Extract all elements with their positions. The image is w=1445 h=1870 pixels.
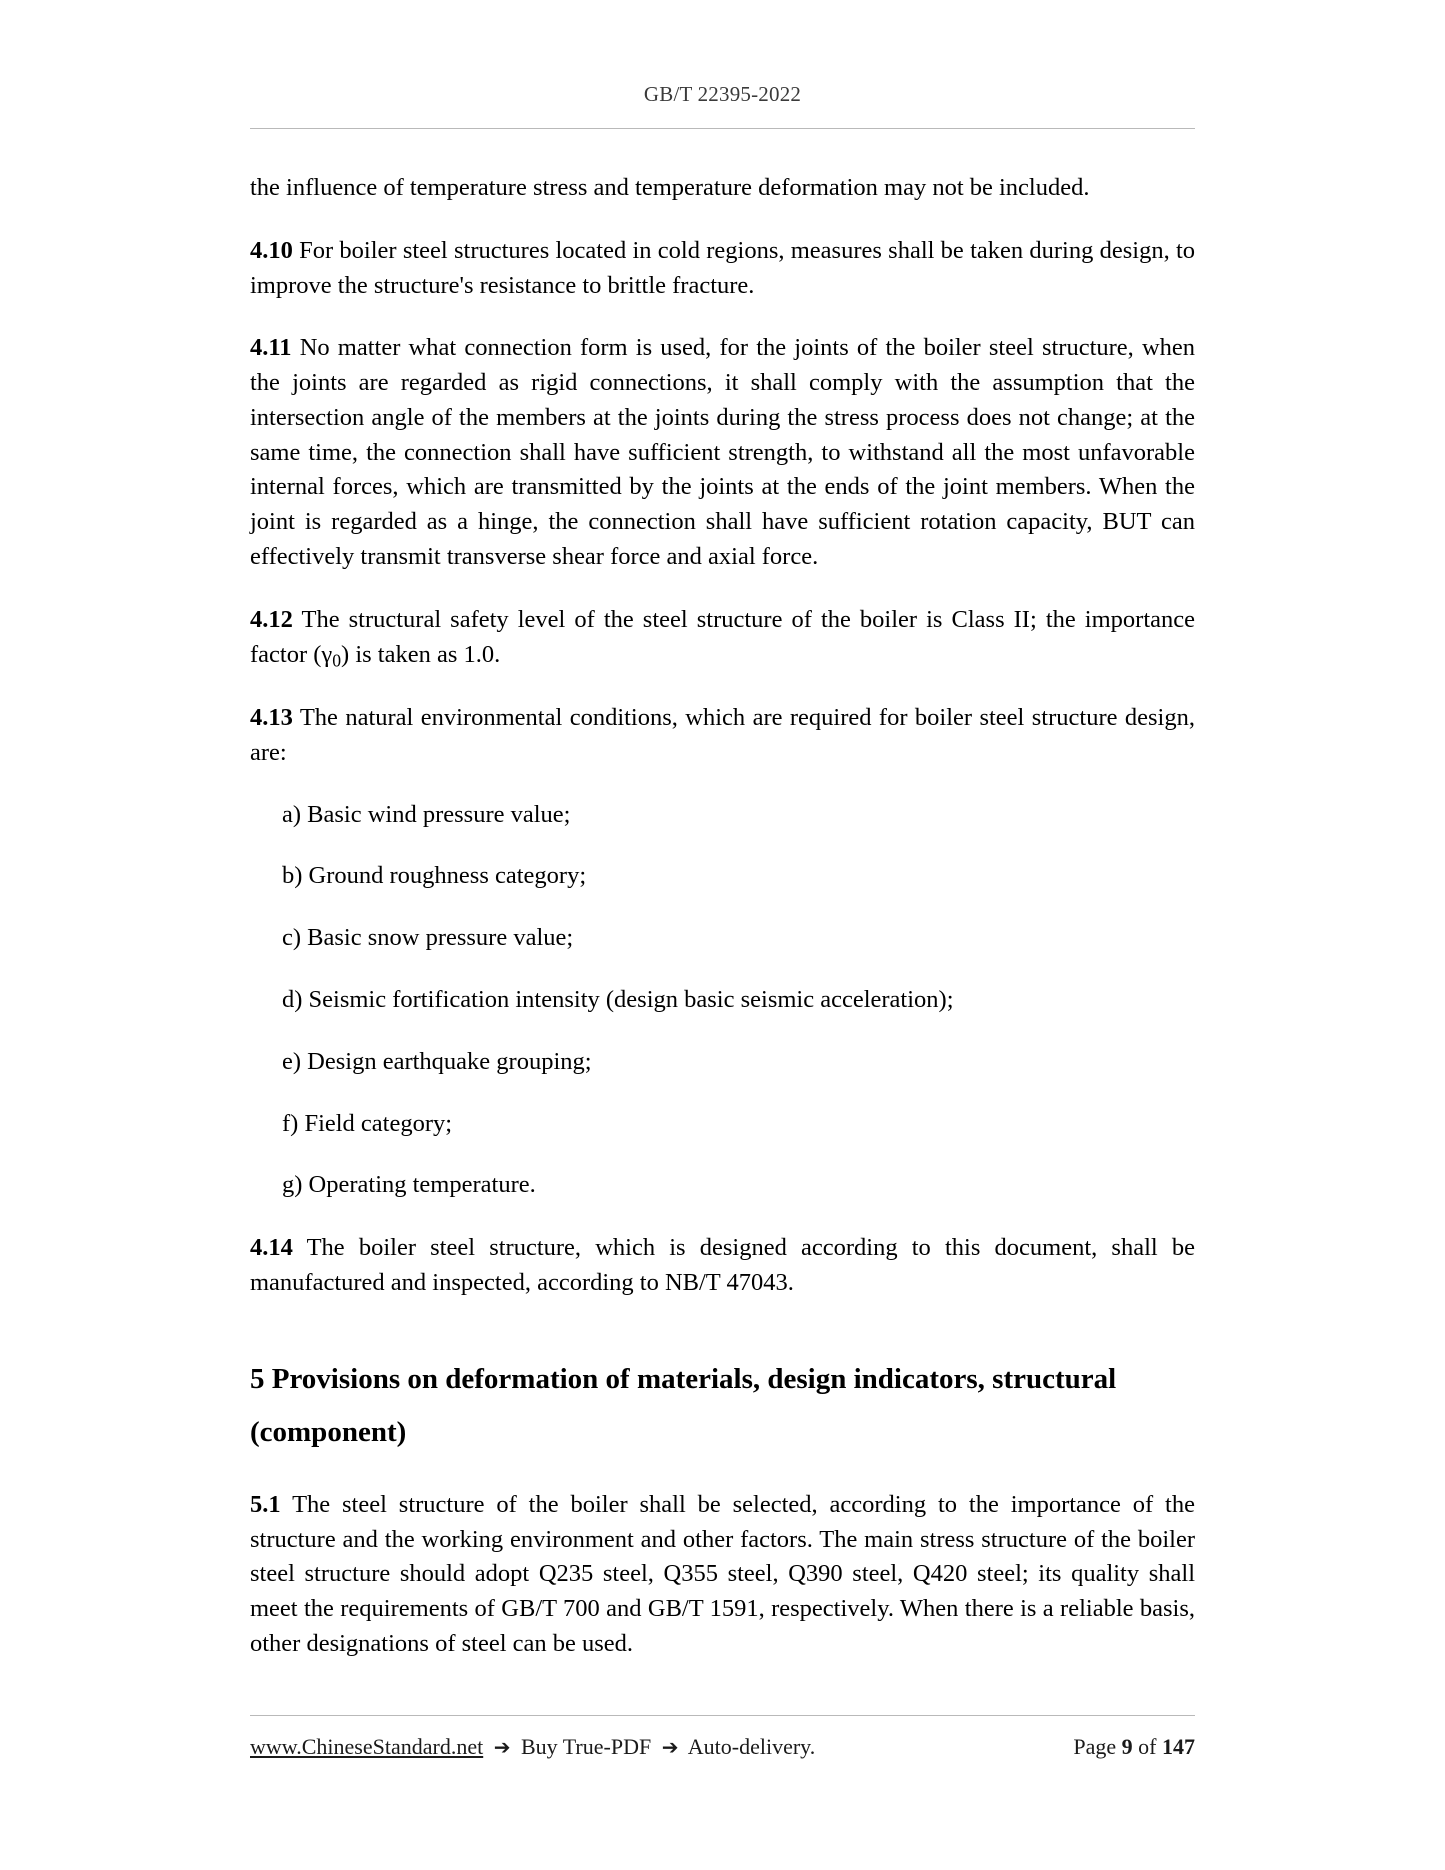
of-label: of xyxy=(1138,1734,1157,1759)
paragraph-4-11 xyxy=(250,331,1195,574)
buy-text: Buy True-PDF xyxy=(520,1734,652,1759)
clause-number: 5.1 xyxy=(250,1490,281,1518)
footer-left-group xyxy=(250,1734,815,1760)
standard-number: GB/T 22395-2022 xyxy=(643,82,802,106)
clause-number: 4.12 xyxy=(250,605,293,633)
clause-text-before: The structural safety level of the steel structure of the boiler is Class II; the importance factor (γ xyxy=(250,605,1195,668)
page-footer xyxy=(250,1715,1195,1760)
arrow-right-icon: ➔ xyxy=(661,1735,679,1759)
page-content xyxy=(250,0,1195,1662)
section-heading-5: 5 Provisions on deformation of materials, design indicators, structural (component) xyxy=(250,1362,1117,1449)
arrow-right-icon: ➔ xyxy=(493,1735,511,1759)
clause-text: No matter what connection form is used, for the joints of the boiler steel structure, when the joints are regarded as rigid connections, it shall comply with the assumption that the intersection angle of the members at the joints during the stress process does not change; at the same time, the connection shall have sufficient strength, to withstand all the most unfavorable internal forces, which are transmitted by the joints at the ends of the joint members. When the joint is regarded as a hinge, the connection shall have sufficient rotation capacity, BUT can effectively transmit transverse shear force and axial force. xyxy=(250,334,1196,571)
header-divider xyxy=(250,128,1195,129)
list-item: f) Field category; xyxy=(282,1109,453,1137)
clause-text-after: ) is taken as 1.0. xyxy=(341,640,501,668)
paragraph-4-14 xyxy=(250,1231,1195,1301)
list-item: a) Basic wind pressure value; xyxy=(282,800,571,828)
paragraph-4-12 xyxy=(250,603,1195,673)
page-number: 9 xyxy=(1121,1734,1133,1759)
delivery-text: Auto-delivery. xyxy=(687,1734,816,1759)
document-header xyxy=(250,0,1195,107)
list-item: b) Ground roughness category; xyxy=(282,862,587,890)
page-label: Page xyxy=(1073,1734,1117,1759)
clause-number: 4.14 xyxy=(250,1234,293,1262)
clause-text: The steel structure of the boiler shall be selected, according to the importance of the structure and the working environment and other factors. The main stress structure of the boiler steel structure should adopt Q235 steel, Q355 steel, Q390 steel, Q420 steel; its quality shall meet the requirements of GB/T 700 and GB/T 1591, respectively. When there is a reliable basis, other designations of steel can be used. xyxy=(250,1490,1195,1658)
paragraph-5-1 xyxy=(250,1488,1195,1662)
page-indicator xyxy=(1073,1734,1195,1760)
clause-number: 4.10 xyxy=(250,236,293,264)
clause-text: For boiler steel structures located in cold regions, measures shall be taken during design, to improve the structure's resistance to brittle fracture. xyxy=(250,236,1196,299)
clause-text: The boiler steel structure, which is designed according to this document, shall be manufactured and inspected, according to NB/T 47043. xyxy=(250,1234,1195,1296)
list-item: c) Basic snow pressure value; xyxy=(282,924,574,952)
total-pages: 147 xyxy=(1162,1734,1195,1759)
website-link[interactable]: www.ChineseStandard.net xyxy=(250,1734,484,1759)
paragraph-4-13 xyxy=(250,701,1195,771)
list-item: g) Operating temperature. xyxy=(282,1171,536,1199)
list-item: e) Design earthquake grouping; xyxy=(282,1047,592,1075)
clause-number: 4.13 xyxy=(250,704,293,732)
clause-number: 4.11 xyxy=(250,334,292,362)
clause-text: The natural environmental conditions, which are required for boiler steel structure design, are: xyxy=(250,704,1195,766)
list-item: d) Seismic fortification intensity (design basic seismic acceleration); xyxy=(282,985,954,1013)
intro-paragraph: the influence of temperature stress and temperature deformation may not be included. xyxy=(250,174,1090,201)
paragraph-4-10 xyxy=(250,234,1195,304)
gamma-subscript: 0 xyxy=(332,650,342,670)
